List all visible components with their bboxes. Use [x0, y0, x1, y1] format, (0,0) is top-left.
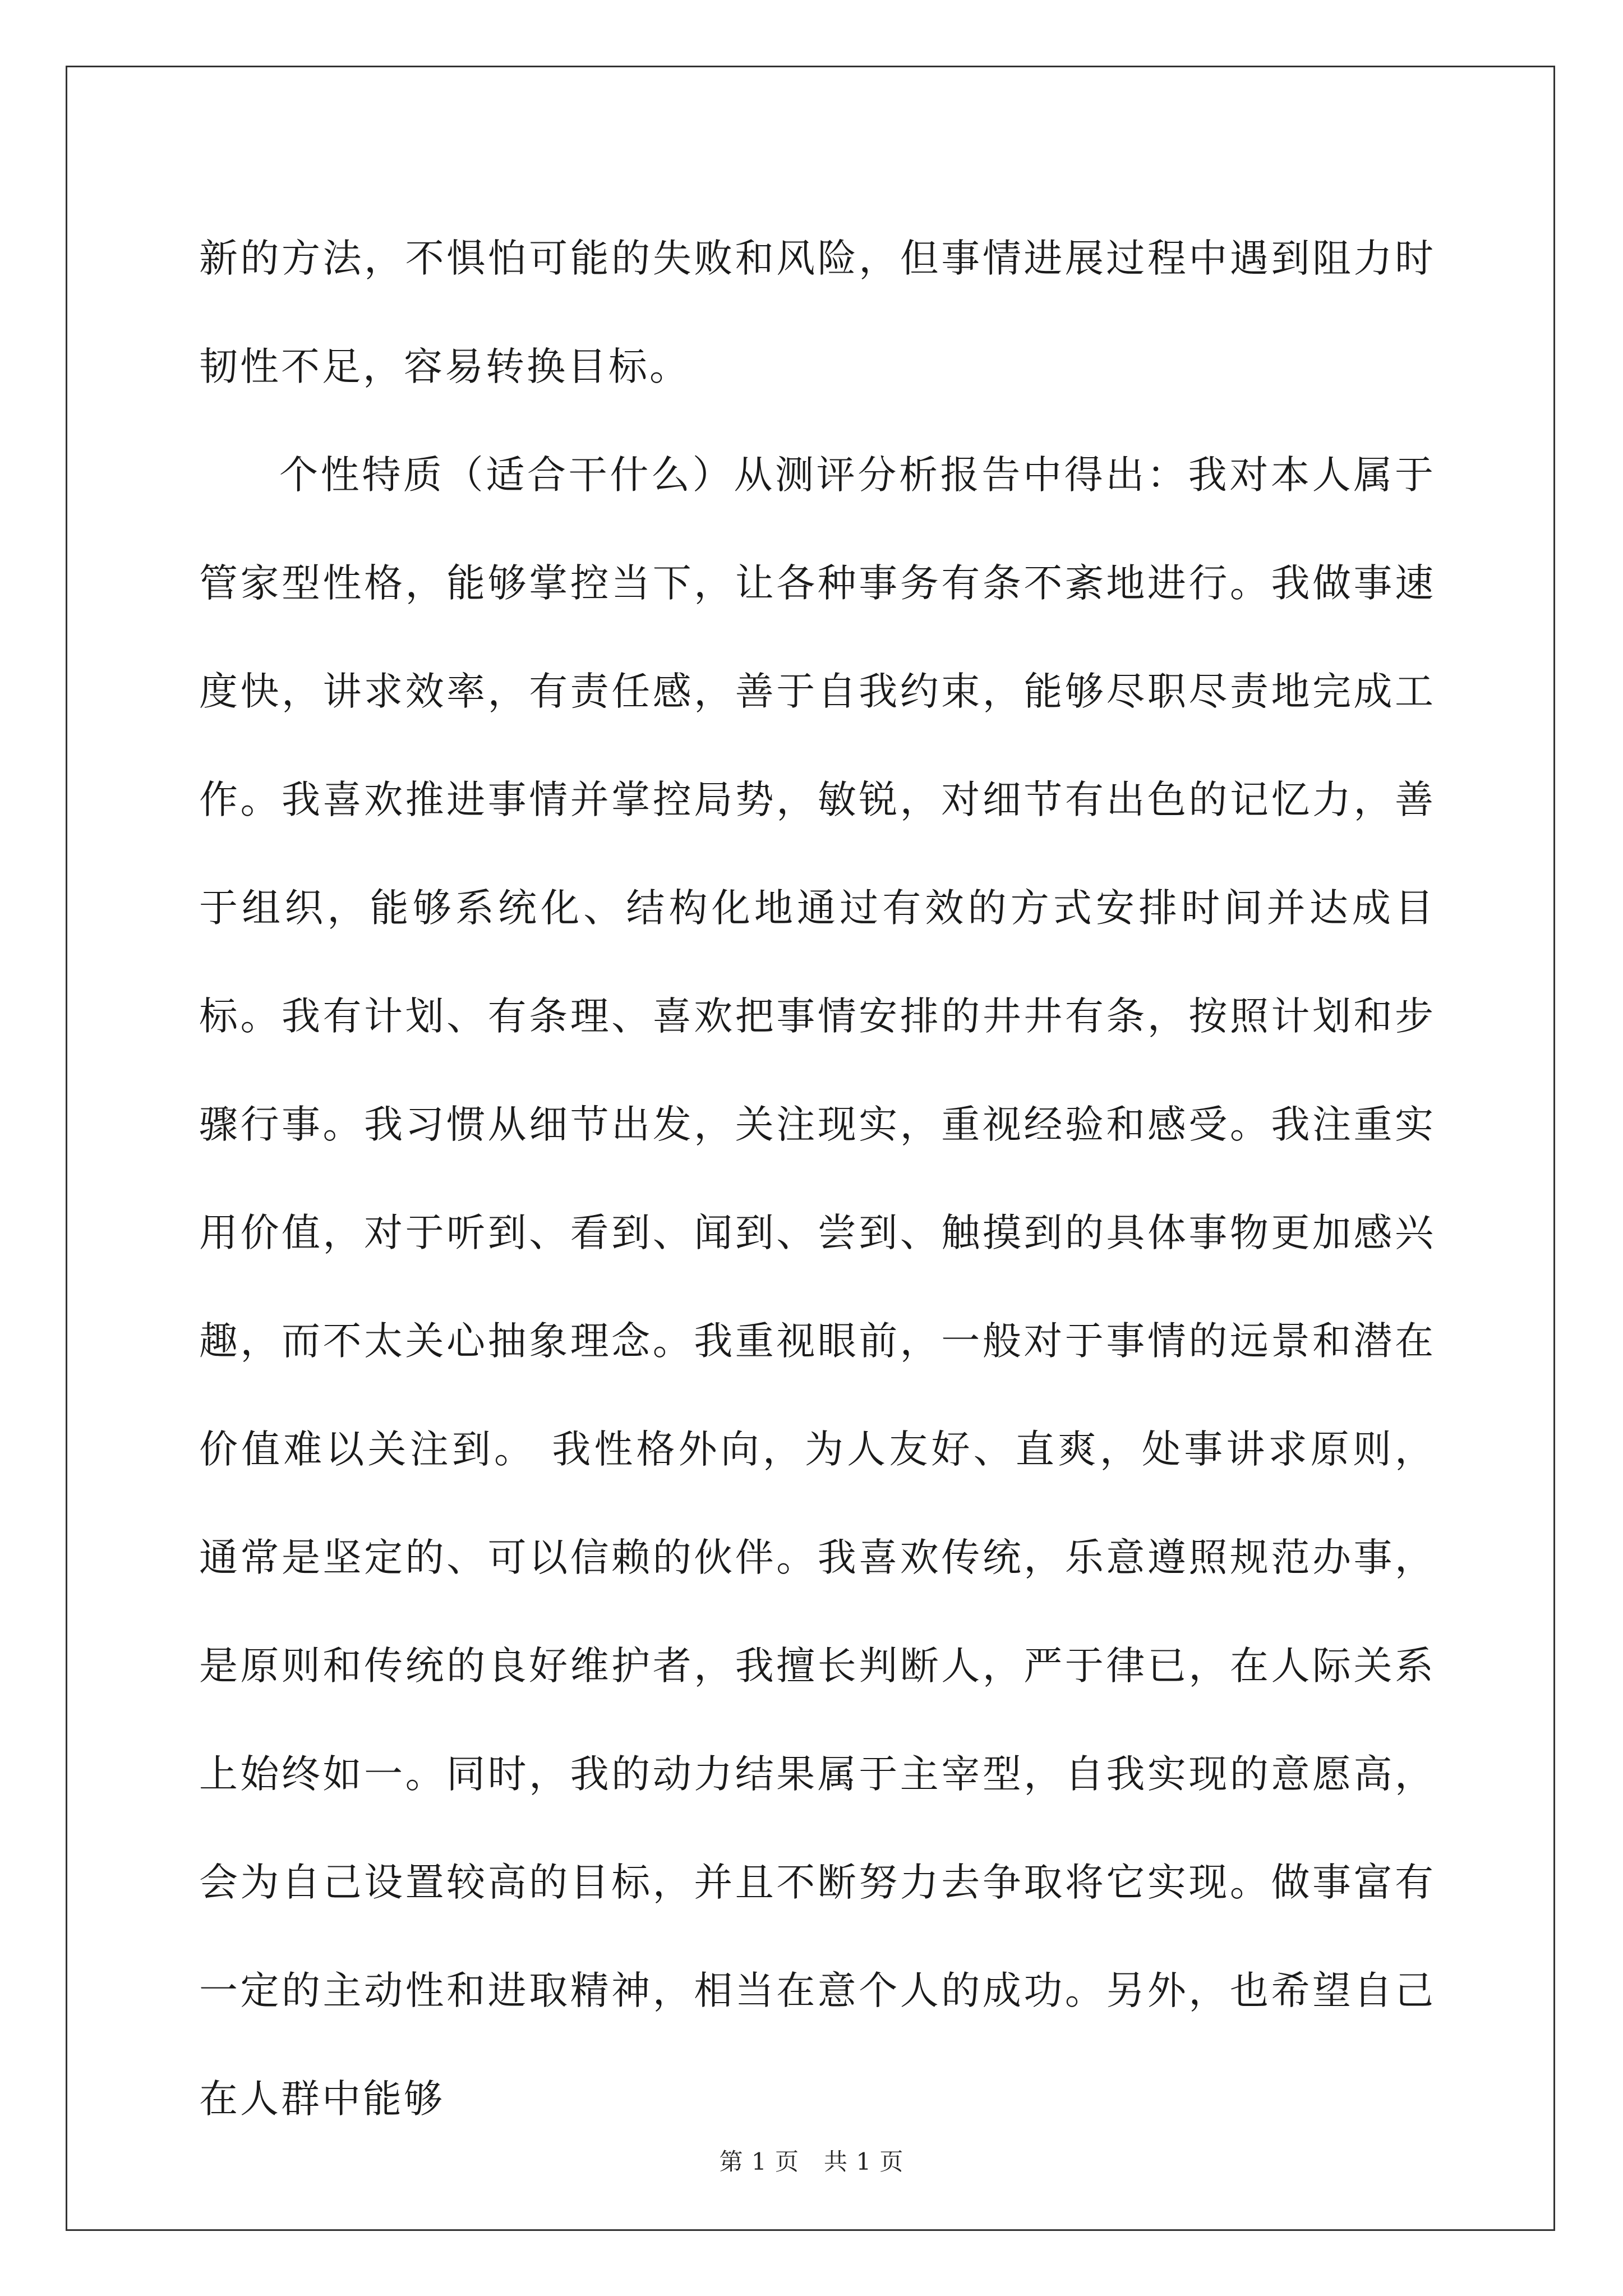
paragraph-1: 新的方法，不惧怕可能的失败和风险，但事情进展过程中遇到阻力时韧性不足，容易转换目标。	[199, 236, 1436, 389]
page-total: 共 1 页	[824, 2148, 904, 2175]
document-body	[199, 205, 1436, 2154]
page-number: 第 1 页	[719, 2148, 799, 2175]
paragraph-2: 个性特质（适合干什么）从测评分析报告中得出：我对本人属于管家型性格，能够掌控当下，让各种事务有条不紊地进行。我做事速度快，讲求效率，有责任感，善于自我约束，能够尽职尽责地完成工作。我喜欢推进事情并掌控局势，敏锐，对细节有出色的记忆力，善于组织，能够系统化、结构化地通过有效的方式安排时间并达成目标。我有计划、有条理、喜欢把事情安排的井井有条，按照计划和步骤行事。我习惯从细节出发，关注现实，重视经验和感受。我注重实用价值，对于听到、看到、闻到、尝到、触摸到的具体事物更加感兴趣，而不太关心抽象理念。我重视眼前，一般对于事情的远景和潜在价值难以关注到。 我性格外向，为人友好、直爽，处事讲求原则，通常是坚定的、可以信赖的伙伴。我喜欢传统，乐意遵照规范办事，是原则和传统的良好维护者，我擅长判断人，严于律已，在人际关系上始终如一。同时，我的动力结果属于主宰型，自我实现的意愿高，会为自己设置较高的目标，并且不断努力去争取将它实现。做事富有一定的主动性和进取精神，相当在意个人的成功。另外，也希望自己在人群中能够	[199, 453, 1436, 2122]
page-footer	[0, 2145, 1623, 2179]
